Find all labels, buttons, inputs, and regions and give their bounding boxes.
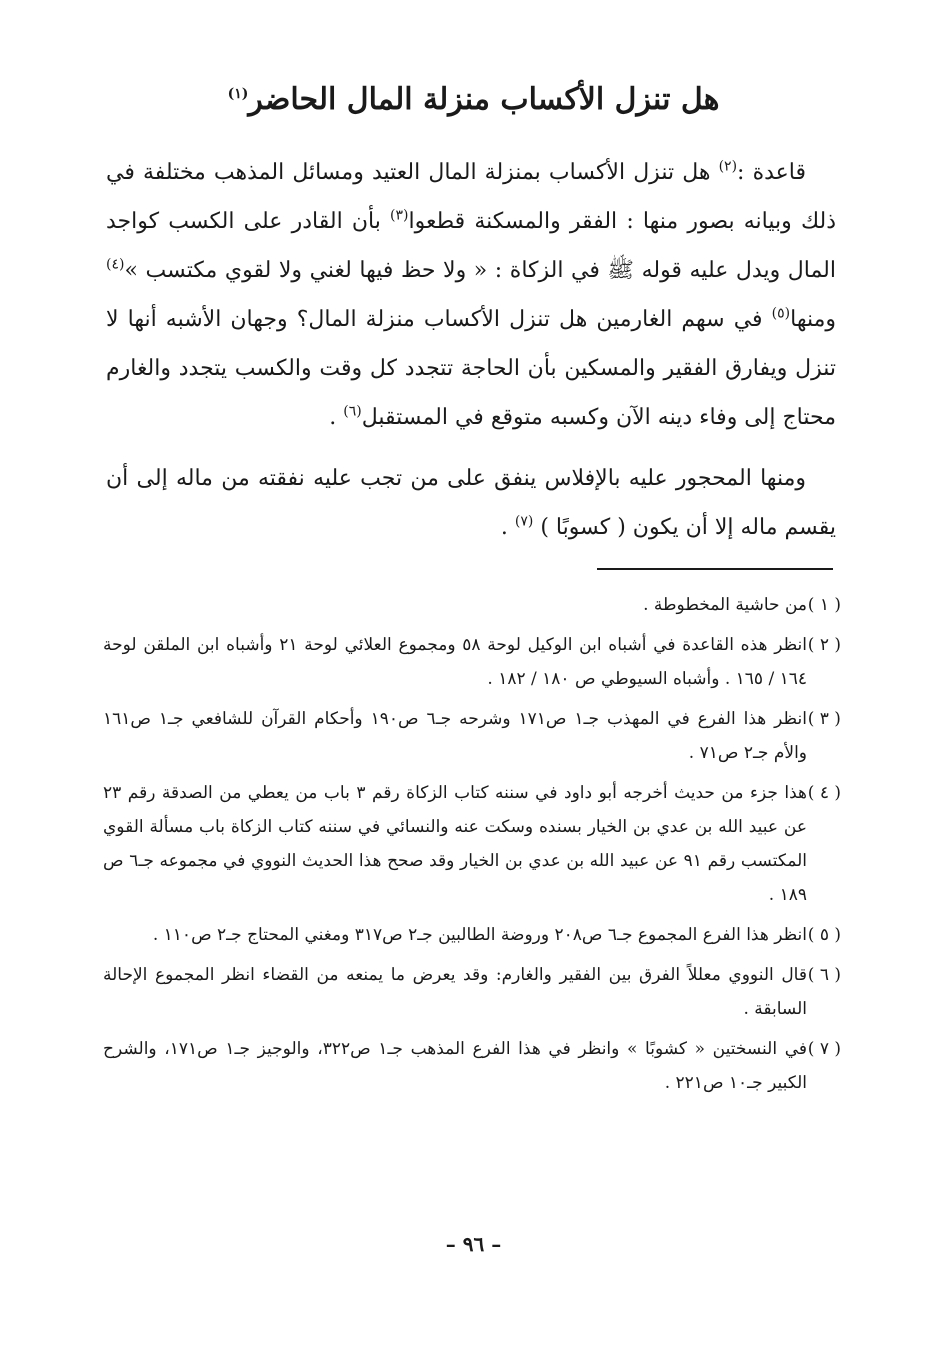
footnote-text: انظر هذه القاعدة في أشباه ابن الوكيل لوحة ٥٨ ومجموع العلائي لوحة ٢١ وأشباه ابن الملقن لوحة ١٦٤ / ١٦٥ . وأشباه السيوطي ص ١٨٠ / ١٨٢ . bbox=[103, 635, 807, 689]
paragraph-2 bbox=[106, 454, 836, 552]
footnote-number: ( ٣ ) bbox=[807, 709, 841, 729]
section-title-text: هل تنزل الأكساب منزلة المال الحاضر bbox=[248, 82, 720, 117]
footnote-number: ( ٦ ) bbox=[807, 965, 841, 985]
paragraph-1-part-1: هل تنزل الأكساب بمنزلة المال العتيد ومسائل المذهب مختلفة في ذلك وبيانه بصور منها : الفقر والمسكنة قطعوا bbox=[106, 160, 836, 234]
footnote bbox=[103, 702, 841, 770]
paragraph-1-part-5: . bbox=[329, 405, 344, 430]
footnote-marker-6: (٦) bbox=[343, 403, 362, 420]
footnote-text: قال النووي معللاً الفرق بين الفقير والغارم: وقد يعرض ما يمنعه من القضاء انظر المجموع الإحالة السابقة . bbox=[103, 965, 807, 1019]
footnote-number: ( ٥ ) bbox=[807, 925, 841, 945]
footnote-text: انظر هذا الفرع في المهذب جـ١ ص١٧١ وشرحه جـ٦ ص١٩٠ وأحكام القرآن للشافعي جـ١ ص١٦١ والأم جـ٢ ص٧١ . bbox=[103, 709, 807, 763]
footnote-marker-5: (٥) bbox=[771, 305, 791, 322]
footnote-number: ( ٧ ) bbox=[807, 1039, 841, 1059]
footnote-number: ( ١ ) bbox=[807, 595, 841, 615]
footnote-separator bbox=[597, 568, 833, 570]
footnote-text: من حاشية المخطوطة . bbox=[643, 595, 807, 615]
footnote-number: ( ٢ ) bbox=[807, 635, 841, 655]
footnote-text: انظر هذا الفرع المجموع جـ٦ ص٢٠٨ وروضة الطالبين جـ٢ ص٣١٧ ومغني المحتاج جـ٢ ص١١٠ . bbox=[152, 925, 807, 945]
footnote bbox=[103, 918, 841, 952]
title-footnote-marker: (١) bbox=[227, 86, 249, 102]
footnote-marker-2: (٢) bbox=[718, 158, 738, 175]
page-number: – ٩٦ – bbox=[445, 1232, 502, 1256]
footnote bbox=[103, 776, 841, 912]
footnote bbox=[103, 628, 841, 696]
paragraph-2-part-1: ومنها المحجور عليه بالإفلاس ينفق على من تجب عليه نفقته من ماله إلى أن يقسم ماله إلا أن يكون ( كسوبًا ) bbox=[106, 466, 836, 540]
paragraph-1 bbox=[106, 148, 836, 442]
main-text bbox=[106, 148, 836, 552]
footnote-number: ( ٤ ) bbox=[807, 783, 841, 803]
footnote-text: هذا جزء من حديث أخرجه أبو داود في سننه كتاب الزكاة رقم ٣ باب من يعطي من الصدقة رقم ٢٣ عن عبيد الله بن عدي بن الخيار بسنده وسكت عنه والنسائي في سننه كتاب الزكاة باب مسألة القوي المكتسب رقم ٩١ عن عبيد الله بن عدي بن الخيار وقد صحح هذا الحديث النووي في مجموعه جـ٦ ص ١٨٩ . bbox=[103, 783, 807, 905]
footnote-marker-7: (٧) bbox=[514, 513, 534, 530]
footnote bbox=[103, 1032, 841, 1100]
paragraph-1-part-3: ومنها bbox=[790, 307, 836, 332]
footnote-text: في النسختين « كشوبًا » وانظر في هذا الفرع المذهب جـ١ ص٣٢٢، والوجيز جـ١ ص١٧١، والشرح الكبير جـ١٠ ص٢٢١ . bbox=[103, 1039, 807, 1093]
paragraph-1-part-2: بأن القادر على الكسب كواجد المال ويدل عليه قوله ﷺ في الزكاة : « ولا حظ فيها لغني ولا لقوي مكتسب » bbox=[106, 209, 836, 283]
paragraph-1-part-4: في سهم الغارمين هل تنزل الأكساب منزلة المال؟ وجهان الأشبه أنها لا تنزل ويفارق الفقير والمسكين بأن الحاجة تتجدد كل وقت والكسب يتجدد والغارم محتاج إلى وفاء دينه الآن وكسبه متوقع في المستقبل bbox=[106, 307, 836, 430]
rule-label: قاعدة : bbox=[737, 160, 806, 185]
footnote bbox=[103, 958, 841, 1026]
footnote-marker-4: (٤) bbox=[106, 256, 125, 273]
paragraph-2-part-2: . bbox=[500, 515, 515, 540]
footnote bbox=[103, 588, 841, 622]
footnote-marker-3: (٣) bbox=[390, 207, 409, 224]
footnotes bbox=[103, 588, 841, 1106]
section-title bbox=[100, 78, 847, 122]
